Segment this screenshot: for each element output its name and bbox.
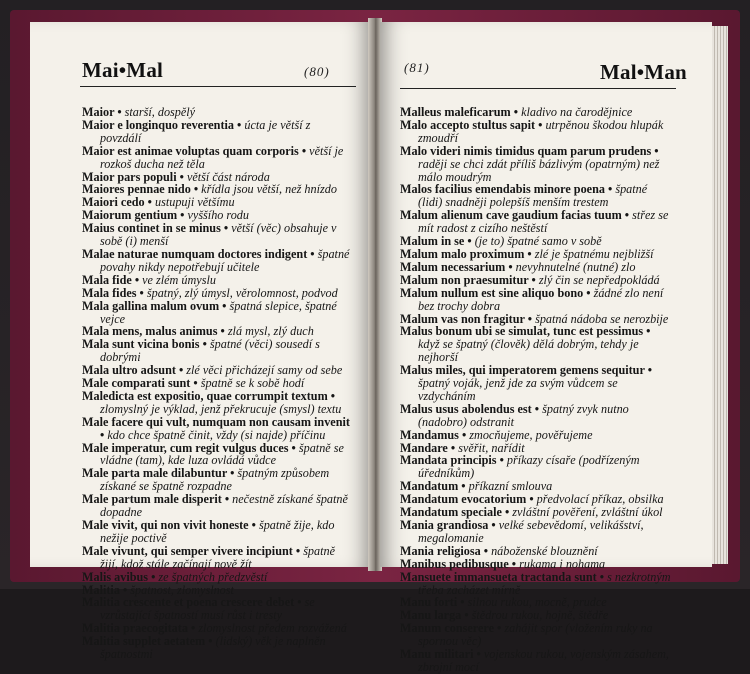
entry-separator: • [220,221,232,236]
entry-translation: špatně žijí, kdož stále začínají nově žít [100,543,336,571]
entry-latin: Malum nullum est sine aliquo bono [400,285,584,300]
entry-translation: zlá mysl, zlý duch [227,324,314,339]
entry-separator: • [458,479,469,494]
entry-separator: • [114,105,125,119]
entry-latin: Malo accepto stultus sapit [400,117,536,132]
dictionary-entry [82,545,350,571]
entry-separator: • [644,363,652,378]
entry-latin: Malae naturae numquam doctores indigent [82,246,308,261]
entry-separator: • [496,453,507,468]
entry-translation: špatně se k sobě hodí [200,376,305,391]
entry-translation: větší (věc) obsahuje v sobě (i) menší [100,221,337,249]
entry-separator: • [447,440,459,455]
entry-latin: Malitia [82,582,120,597]
entry-latin: Male imperatur, cum regit vulgus duces [82,440,289,455]
left-guide-word: Mai•Mal [82,58,164,82]
entry-separator: • [119,582,131,597]
entry-translation: zlý čin se nepředpokládá [538,272,660,287]
dictionary-entry [400,287,672,313]
entry-translation: špatně žije, kdo nežije poctivě [100,518,335,545]
entry-translation: (lidský) věk je naplněn špatnostmi [100,634,326,662]
entry-latin: Mala mens, malus animus [82,324,218,339]
entry-latin: Mala gallina malum ovum [82,298,220,313]
entry-translation: kdo chce špatně činit, vždy (si najde) příčinu [107,427,326,442]
entry-latin: Manu larga [400,608,462,623]
entry-translation: špatný, zlý úmysl, věrolomnost, podvod [146,285,338,300]
entry-latin: Manum conserere [400,621,494,636]
entry-translation: špatné povahy nikdy nepotřebují učitele [100,246,350,274]
dictionary-entry [400,145,672,184]
entry-translation: zmocňujeme, pověřujeme [469,427,593,442]
entry-latin: Mandare [400,440,448,455]
dictionary-entry [82,416,350,442]
entry-separator: • [493,621,505,636]
dictionary-entry [82,300,350,326]
entry-separator: • [131,272,143,287]
entry-latin: Maiores pennae nido [82,182,191,197]
entry-latin: Mania religiosa [400,543,481,558]
entry-separator: • [100,427,108,442]
dictionary-entry [82,442,350,468]
dictionary-entry [400,325,672,364]
entry-latin: Malo videri nimis timidus quam parum prudens [400,143,652,158]
dictionary-entry [400,648,672,674]
dictionary-entry [400,571,672,597]
entry-separator: • [461,608,472,623]
entry-translation: špatně se vládne (tam), kde luza ovládá vůdce [100,440,344,468]
entry-separator: • [136,285,147,300]
right-page [380,22,712,674]
entry-latin: Maior pars populi [82,169,177,184]
entry-translation: zlé věci přicházejí samy od sebe [186,363,343,378]
entry-separator: • [457,595,468,610]
entry-latin: Mandatum speciale [400,505,502,520]
entry-translation: silnou rukou, mocně, prudce [467,595,607,610]
entry-translation: žádné zlo není bez trochy dobra [418,285,664,313]
entry-separator: • [524,246,535,261]
entry-translation: starší, dospělý [124,105,196,119]
entry-translation: špatný voják, jenž jde za svým vůdcem se vzdycháním [418,376,618,403]
entry-separator: • [227,466,238,481]
dictionary-entry [400,183,672,209]
entry-separator: • [643,324,651,339]
entry-separator: • [535,117,546,132]
dictionary-entry [400,403,672,429]
entry-translation: ve zlém úmyslu [142,272,216,287]
entry-separator: • [524,311,536,326]
entry-translation: se vzrůstající špatností musí růst i tresty [100,595,315,623]
entry-separator: • [596,569,608,584]
entry-latin: Malum malo proximum [400,246,525,261]
right-guide-word: Mal•Man [600,60,687,84]
left-page-number: (80) [304,64,330,79]
entry-translation: špatné (lidi) snadněji polepšíš menším trestem [418,182,648,210]
entry-latin: Mandamus [400,427,459,442]
dictionary-entry [82,222,350,248]
entry-translation: příkazy císaře (podřízeným úředníkům) [418,453,640,481]
dictionary-entry [82,467,350,493]
entry-translation: (je to) špatné samo v sobě [474,234,602,249]
entry-translation: střez se mít radost z cizího neštěstí [418,208,669,236]
dictionary-entry [82,338,350,364]
entry-separator: • [205,634,216,649]
entry-latin: Male vivunt, qui semper vivere incipiunt [82,543,293,558]
entry-separator: • [583,285,594,300]
entry-separator: • [175,363,187,378]
entry-translation: svěřit, nařídit [458,440,525,455]
entry-latin: Malum vas non fragitur [400,311,525,326]
entry-translation: větší část národa [186,169,270,184]
entry-translation: náboženské blouznění [491,543,598,558]
dictionary-entry [400,119,672,145]
dictionary-entry [400,622,672,648]
entry-translation: příkazní smlouva [468,479,553,494]
dictionary-entry [82,596,350,622]
entry-translation: špatná slepice, špatné vejce [100,298,337,326]
entry-translation: zlé je špatnému nejbližší [534,246,654,261]
entry-separator: • [294,595,305,610]
entry-latin: Male parta male dilabuntur [82,466,228,481]
entry-separator: • [531,401,543,416]
dictionary-entry [400,364,672,403]
entry-latin: Manibus pedibusque [400,556,509,571]
dictionary-entry [82,635,350,661]
entry-latin: Male comparati sunt [82,376,191,391]
entry-latin: Malis avibus [82,569,149,584]
entry-latin: Maius continet in se minus [82,221,221,236]
entry-latin: Mandatum [400,479,459,494]
left-entry-list [82,106,350,661]
entry-latin: Male facere qui vult, numquam non causam invenit [82,414,350,429]
entry-translation: nevyhnutelné (nutné) zlo [515,259,636,274]
entry-separator: • [199,337,210,352]
entry-translation: velké sebevědomí, velikášství, megalomanie [418,518,644,545]
entry-translation: špatným způsobem získané se špatně rozpadne [100,466,330,494]
entry-latin: Malitia praecogitata [82,621,188,636]
right-header-rule [400,88,676,89]
entry-latin: Maior [82,105,115,119]
entry-separator: • [288,440,299,455]
entry-latin: Malos facilius emendabis minore poena [400,182,605,197]
entry-separator: • [458,427,470,442]
dictionary-entry [400,519,672,545]
entry-translation: štědrou rukou, hojně, štědře [471,608,609,623]
entry-latin: Mala ultro adsunt [82,363,176,378]
entry-translation: raději se chci zdát příliš bázlivým (opatrným) než málo moudrým [418,156,660,184]
right-page-number: (81) [404,60,430,75]
left-page [30,22,370,662]
left-header-rule [80,86,356,87]
entry-separator: • [505,259,516,274]
entry-separator: • [651,143,659,158]
entry-latin: Mania grandiosa [400,518,489,532]
entry-latin: Mandatum evocatorium [400,492,527,507]
right-entry-list [400,106,672,674]
entry-latin: Maiori cedo [82,195,145,210]
entry-translation: zahájit spor (vložením ruky na spornou věc) [418,621,653,649]
entry-latin: Mala sunt vicina bonis [82,337,200,352]
entry-separator: • [604,182,616,197]
entry-latin: Maledicta est expositio, quae corrumpit textum [82,388,328,403]
entry-separator: • [488,518,499,532]
entry-translation: když se špatný (člověk) dělá dobrým, tehdy je nejhorší [418,337,639,365]
entry-latin: Malum alienum cave gaudium facias tuum [400,208,622,223]
entry-translation: vojenskou rukou, vojenským zásahem, zbrojní mocí [418,647,669,674]
entry-translation: špatné (věci) sousedí s dobrými [100,337,320,365]
entry-translation: špatnost, zlomyslnost [130,582,234,597]
entry-separator: • [234,117,245,132]
dictionary-entry [400,454,672,480]
entry-separator: • [510,105,522,119]
entry-separator: • [217,324,228,339]
entry-latin: Malitia supplet aetatem [82,634,206,649]
dictionary-entry [82,145,350,171]
entry-separator: • [176,169,187,184]
dictionary-entry [82,390,350,416]
entry-translation: zlomyslný je výklad, jenž překrucuje (smysl) textu [100,401,342,416]
entry-translation: zvláštní pověření, zvláštní úkol [512,505,663,520]
entry-separator: • [508,556,520,571]
entry-latin: Maior e longinquo reverentia [82,117,234,132]
dictionary-entry [82,119,350,145]
entry-separator: • [177,208,188,223]
entry-translation: rukama i nohama [519,556,606,571]
entry-separator: • [528,272,539,287]
entry-translation: úcta je větší z povzdálí [100,117,311,145]
entry-separator: • [190,376,201,391]
entry-latin: Malitia crescente et poena crescere debet [82,595,295,610]
entry-translation: větší je rozkoš ducha než těla [100,143,344,171]
entry-separator: • [298,143,310,158]
entry-translation: špatný zvyk nutno (nadobro) odstranit [418,401,629,429]
entry-separator: • [187,621,199,636]
entry-separator: • [473,647,484,662]
entry-latin: Male partum male disperit [82,492,222,507]
entry-translation: vyššího rodu [187,208,249,223]
dictionary-entry [82,248,350,274]
dictionary-entry [82,493,350,519]
entry-separator: • [248,518,259,532]
entry-separator: • [480,543,492,558]
entry-latin: Malus usus abolendus est [400,401,532,416]
entry-latin: Malus miles, qui imperatorem gemens sequitur [400,363,645,378]
entry-translation: zlomyslnost předem rozvážená [198,621,347,636]
entry-separator: • [190,182,202,197]
entry-latin: Mala fides [82,285,137,300]
entry-latin: Malum non praesumitur [400,272,529,287]
entry-translation: ustupuji většímu [155,195,235,210]
entry-latin: Maiorum gentium [82,208,178,223]
entry-translation: utrpěnou škodou hlupák zmoudří [418,117,664,145]
entry-latin: Manu militari [400,647,474,662]
dictionary-entry [82,519,350,545]
entry-latin: Malum in se [400,234,465,249]
entry-latin: Mansuete immansueta tractanda sunt [400,569,597,584]
entry-latin: Mandata principis [400,453,497,468]
entry-latin: Malum necessarium [400,259,506,274]
entry-latin: Malleus maleficarum [400,105,511,119]
entry-separator: • [501,505,513,520]
entry-separator: • [148,569,159,584]
entry-separator: • [464,234,475,249]
entry-separator: • [219,298,230,313]
entry-latin: Manu forti [400,595,458,610]
entry-separator: • [327,388,336,403]
entry-separator: • [221,492,233,507]
page-edges [712,26,728,564]
entry-latin: Mala fide [82,272,132,287]
entry-translation: kladivo na čarodějnice [521,105,633,119]
entry-translation: křídla jsou větší, než hnízdo [201,182,337,197]
entry-translation: nečestně získané špatně dopadne [100,492,348,520]
entry-translation: s nezkrotným třeba zacházet mírně [418,569,671,597]
entry-separator: • [621,208,633,223]
entry-separator: • [526,492,537,507]
entry-separator: • [307,246,318,261]
entry-translation: předvolací příkaz, obsilka [536,492,664,507]
entry-latin: Malus bonum ubi se simulat, tunc est pessimus [400,324,644,339]
entry-latin: Male vivit, qui non vivit honeste [82,518,249,532]
entry-latin: Maior est animae voluptas quam corporis [82,143,299,158]
entry-translation: ze špatných předzvěstí [158,569,268,584]
entry-separator: • [144,195,155,210]
entry-separator: • [292,543,304,558]
dictionary-entry [400,209,672,235]
entry-translation: špatná nádoba se nerozbije [535,311,669,326]
